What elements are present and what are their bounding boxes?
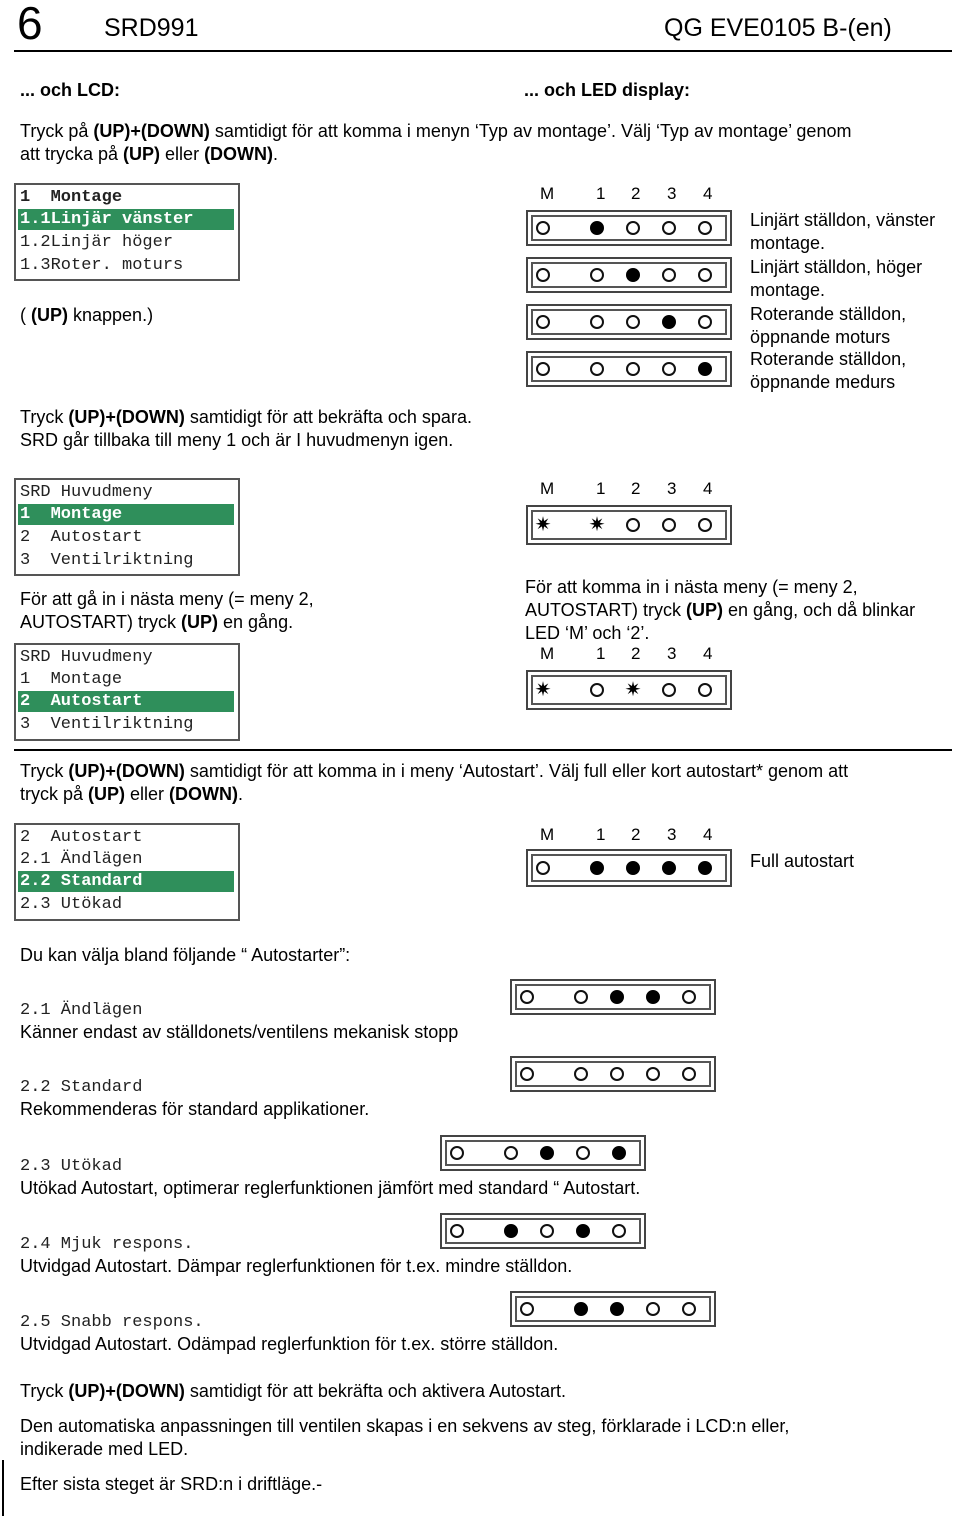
lcd-row: 2 Autostart [20,528,143,547]
led-blink-icon: ✷ [534,679,552,701]
led-label-m: M [540,825,555,844]
led-label-2: 2 [631,479,641,498]
option-text: Utökad Autostart, optimerar reglerfunktionen jämfört med standard “ Autostart. [20,1178,641,1198]
change-bar [2,1460,4,1516]
led-off-icon [646,1067,660,1081]
led-off-icon [590,362,604,376]
header-rule [14,50,952,52]
led-heading: ... och LED display: [524,80,691,100]
lcd-main-menu-autostart [14,643,240,741]
led-off-icon [612,1224,626,1238]
led-off-icon [662,221,676,235]
led-panel-rotary-cw [526,351,732,387]
led-off-icon [540,1224,554,1238]
lcd-row: 3 Ventilriktning [20,551,194,570]
next-menu-led-line-3: LED ‘M’ och ‘2’. [525,623,650,643]
led-labels [540,825,730,845]
option-code: 2.4 Mjuk respons. [20,1235,194,1254]
led-label-1: 1 [596,184,606,203]
model-name: SRD991 [104,14,199,42]
up-note: ( (UP) knappen.) [20,305,154,325]
led-labels [540,479,730,499]
next-menu-lcd-line-1: För att gå in i nästa meny (= meny 2, [20,589,314,609]
led-on-icon [610,990,624,1004]
document-id: QG EVE0105 B-(en) [664,14,892,42]
led-labels [540,644,730,664]
led-off-icon [626,221,640,235]
led-label-m: M [540,644,555,663]
led-panel-full-autostart [526,849,732,887]
led-off-icon [698,683,712,697]
full-autostart-label: Full autostart [750,851,855,871]
led-panel-option-2-5 [510,1291,716,1327]
led-off-icon [504,1146,518,1160]
section-rule [14,749,952,751]
lcd-row-selected: 1 Montage [18,504,234,525]
lcd-row: SRD Huvudmeny [20,483,153,502]
led-on-icon [574,1302,588,1316]
led-panel-blink-m-2 [526,670,732,710]
intro-line-2: att trycka på (UP) eller (DOWN). [20,144,279,164]
led-panel-linear-right [526,257,732,293]
lcd-row: 1 Montage [20,670,123,689]
led-on-icon [626,861,640,875]
led-on-icon [576,1224,590,1238]
led-on-icon [646,990,660,1004]
lcd-autostart-menu [14,823,240,921]
led-off-icon [662,362,676,376]
led-label-4: 4 [703,184,713,203]
led-label-3: 3 [667,644,677,663]
led-label-3: 3 [667,479,677,498]
led-off-icon [646,1302,660,1316]
led-label-2: 2 [631,644,641,663]
led-off-icon [662,518,676,532]
intro-line-1: Tryck på (UP)+(DOWN) samtidigt för att komma i menyn ‘Typ av montage’. Välj ‘Typ av montage’ genom [20,121,852,141]
led-label-1: 1 [596,479,606,498]
led-panel-option-2-1 [510,979,716,1015]
led-panel-linear-left [526,210,732,246]
led-panel-option-2-2 [510,1056,716,1092]
led-on-icon [610,1302,624,1316]
lcd-row: SRD Huvudmeny [20,648,153,667]
led-blink-icon: ✷ [588,514,606,536]
mount-desc-2: Linjärt ställdon, höger montage. [750,257,923,300]
led-off-icon [520,1067,534,1081]
footer-line-2: indikerade med LED. [20,1439,189,1459]
option-code: 2.3 Utökad [20,1157,123,1176]
led-off-icon [536,861,550,875]
led-off-icon [698,315,712,329]
next-menu-lcd-line-2: AUTOSTART) tryck (UP) en gång. [20,612,294,632]
lcd-heading: ... och LCD: [20,80,120,100]
lcd-main-menu-montage [14,478,240,576]
lcd-montage-menu [14,183,240,281]
lcd-row: 2 Autostart [20,828,143,847]
led-off-icon [536,268,550,282]
option-text: Utvidgad Autostart. Dämpar reglerfunktionen för t.ex. mindre ställdon. [20,1256,573,1276]
led-off-icon [536,315,550,329]
led-off-icon [576,1146,590,1160]
lcd-row-selected: 2 Autostart [18,691,234,712]
led-on-icon [590,861,604,875]
option-code: 2.5 Snabb respons. [20,1313,204,1332]
page-number: 6 [17,0,43,49]
led-off-icon [626,518,640,532]
led-off-icon [698,518,712,532]
led-labels [540,184,730,204]
led-label-3: 3 [667,184,677,203]
mount-desc-4: Roterande ställdon, öppnande medurs [750,349,907,392]
led-label-2: 2 [631,825,641,844]
led-on-icon [590,221,604,235]
led-blink-icon: ✷ [624,679,642,701]
led-off-icon [574,1067,588,1081]
led-on-icon [626,268,640,282]
led-panel-option-2-4 [440,1213,646,1249]
option-code: 2.1 Ändlägen [20,1001,143,1020]
confirm-line-2: SRD går tillbaka till meny 1 och är I huvudmenyn igen. [20,430,454,450]
led-off-icon [698,221,712,235]
next-menu-led-line-2: AUTOSTART) tryck (UP) en gång, och då blinkar [525,600,916,620]
led-off-icon [698,268,712,282]
led-label-m: M [540,479,555,498]
led-label-3: 3 [667,825,677,844]
confirm-line-1: Tryck (UP)+(DOWN) samtidigt för att bekräfta och spara. [20,407,472,427]
led-off-icon [682,1067,696,1081]
led-off-icon [610,1067,624,1081]
autostart-intro-line-2: tryck på (UP) eller (DOWN). [20,784,244,804]
led-off-icon [450,1224,464,1238]
led-label-1: 1 [596,825,606,844]
led-off-icon [626,362,640,376]
led-off-icon [662,268,676,282]
lcd-row: 2.1 Ändlägen [20,850,143,869]
led-label-1: 1 [596,644,606,663]
led-on-icon [662,861,676,875]
led-label-2: 2 [631,184,641,203]
next-menu-led-line-1: För att komma in i nästa meny (= meny 2, [525,577,858,597]
led-off-icon [520,990,534,1004]
mount-desc-3: Roterande ställdon, öppnande moturs [750,304,907,347]
led-off-icon [536,362,550,376]
led-off-icon [520,1302,534,1316]
autostart-intro-line-1: Tryck (UP)+(DOWN) samtidigt för att komma in i meny ‘Autostart’. Välj full eller kort autostart* genom att [20,761,849,781]
led-on-icon [662,315,676,329]
lcd-row: 1.3Roter. moturs [20,256,184,275]
led-off-icon [574,990,588,1004]
footer-line-1: Den automatiska anpassningen till ventilen skapas i en sekvens av steg, förklarade i LCD:n eller, [20,1416,790,1436]
lcd-row: 3 Ventilriktning [20,715,194,734]
choose-text: Du kan välja bland följande “ Autostarter”: [20,945,351,965]
led-blink-icon: ✷ [534,514,552,536]
mount-desc-1: Linjärt ställdon, vänster montage. [750,210,936,253]
led-label-4: 4 [703,825,713,844]
lcd-row: 1.2Linjär höger [20,233,174,252]
footer-final: Efter sista steget är SRD:n i driftläge.- [20,1474,323,1494]
led-off-icon [590,683,604,697]
led-label-m: M [540,184,555,203]
led-panel-option-2-3 [440,1135,646,1171]
led-on-icon [612,1146,626,1160]
led-label-4: 4 [703,644,713,663]
led-off-icon [450,1146,464,1160]
led-off-icon [626,315,640,329]
led-on-icon [698,861,712,875]
led-panel-rotary-ccw [526,304,732,340]
option-code: 2.2 Standard [20,1078,143,1097]
led-off-icon [590,268,604,282]
led-off-icon [682,1302,696,1316]
option-text: Utvidgad Autostart. Odämpad reglerfunktion för t.ex. större ställdon. [20,1334,559,1354]
led-panel-blink-m-1 [526,505,732,545]
led-off-icon [536,221,550,235]
led-off-icon [682,990,696,1004]
led-label-4: 4 [703,479,713,498]
option-text: Känner endast av ställdonets/ventilens mekanisk stopp [20,1022,459,1042]
lcd-row: 2.3 Utökad [20,895,123,914]
led-on-icon [698,362,712,376]
lcd-row-selected: 2.2 Standard [18,871,234,892]
confirm-activate: Tryck (UP)+(DOWN) samtidigt för att bekräfta och aktivera Autostart. [20,1381,566,1401]
led-on-icon [504,1224,518,1238]
option-text: Rekommenderas för standard applikationer. [20,1099,370,1119]
led-off-icon [590,315,604,329]
led-on-icon [540,1146,554,1160]
lcd-row-selected: 1.1Linjär vänster [18,209,234,230]
led-off-icon [662,683,676,697]
lcd-row: 1 Montage [20,188,123,207]
